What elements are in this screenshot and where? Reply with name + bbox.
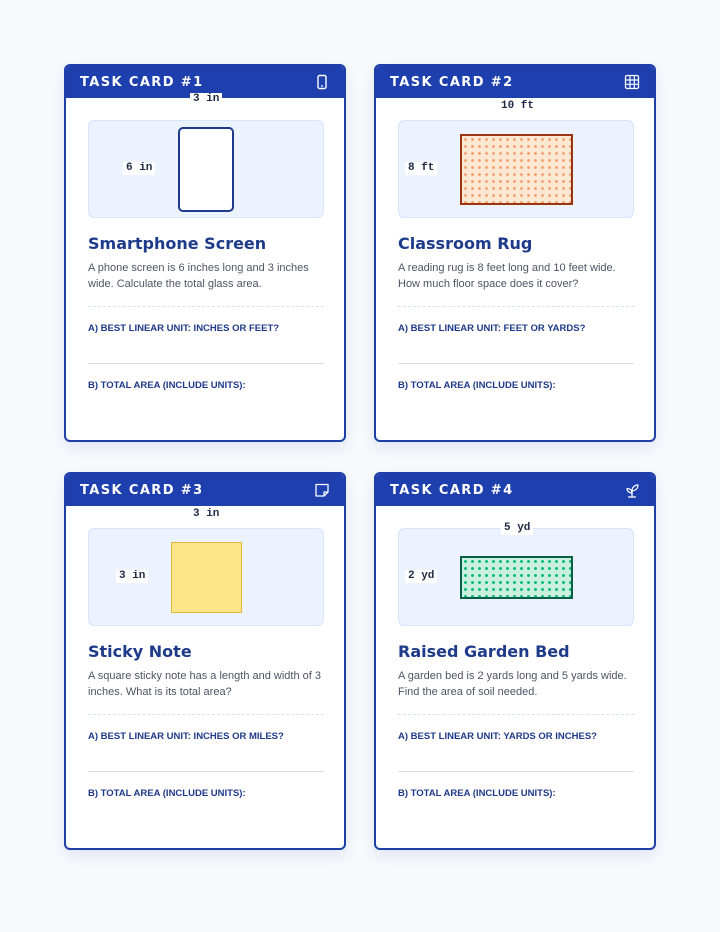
top-dimension-label: 3 in [190, 93, 222, 106]
divider [88, 714, 324, 715]
problem-text: A garden bed is 2 yards long and 5 yards wide. Find the area of soil needed. [398, 670, 627, 698]
side-dimension-label: 8 ft [405, 162, 437, 175]
card-title: TASK CARD #2 [390, 74, 514, 90]
question-a: A) BEST LINEAR UNIT: INCHES OR FEET? [88, 323, 280, 334]
task-card-4 [374, 472, 656, 850]
question-b: B) TOTAL AREA (INCLUDE UNITS): [398, 380, 556, 391]
divider [398, 714, 634, 715]
garden-bed-shape [460, 556, 573, 599]
task-card-1 [64, 64, 346, 442]
top-dimension-label: 3 in [190, 508, 222, 521]
problem-text: A reading rug is 8 feet long and 10 feet wide. How much floor space does it cover? [398, 262, 616, 290]
smartphone-icon [314, 74, 330, 90]
answer-line[interactable] [398, 771, 634, 772]
top-dimension-label: 5 yd [501, 522, 533, 535]
question-b: B) TOTAL AREA (INCLUDE UNITS): [88, 788, 246, 799]
divider [88, 306, 324, 307]
card-title: TASK CARD #1 [80, 74, 204, 90]
sticky-note-icon [314, 482, 330, 498]
divider [398, 306, 634, 307]
side-dimension-label: 6 in [123, 162, 155, 175]
problem-text: A square sticky note has a length and width of 3 inches. What is its total area? [88, 670, 321, 698]
question-b: B) TOTAL AREA (INCLUDE UNITS): [88, 380, 246, 391]
smartphone-shape [178, 127, 234, 212]
top-dimension-label: 10 ft [498, 100, 537, 113]
problem-title: Sticky Note [88, 642, 192, 661]
side-dimension-label: 3 in [116, 570, 148, 583]
problem-title: Smartphone Screen [88, 234, 267, 253]
card-title: TASK CARD #4 [390, 482, 514, 498]
card-title: TASK CARD #3 [80, 482, 204, 498]
answer-line[interactable] [398, 363, 634, 364]
card-header [376, 66, 654, 98]
question-a: A) BEST LINEAR UNIT: INCHES OR MILES? [88, 731, 284, 742]
problem-title: Raised Garden Bed [398, 642, 570, 661]
rug-shape [460, 134, 573, 205]
task-card-2 [374, 64, 656, 442]
grid-icon [624, 74, 640, 90]
sticky-note-shape [171, 542, 242, 613]
answer-line[interactable] [88, 771, 324, 772]
question-b: B) TOTAL AREA (INCLUDE UNITS): [398, 788, 556, 799]
question-a: A) BEST LINEAR UNIT: FEET OR YARDS? [398, 323, 586, 334]
problem-text: A phone screen is 6 inches long and 3 inches wide. Calculate the total glass area. [88, 262, 309, 290]
card-header [66, 474, 344, 506]
sprout-icon [624, 482, 640, 498]
question-a: A) BEST LINEAR UNIT: YARDS OR INCHES? [398, 731, 597, 742]
task-card-3 [64, 472, 346, 850]
side-dimension-label: 2 yd [405, 570, 437, 583]
card-header [376, 474, 654, 506]
answer-line[interactable] [88, 363, 324, 364]
problem-title: Classroom Rug [398, 234, 533, 253]
